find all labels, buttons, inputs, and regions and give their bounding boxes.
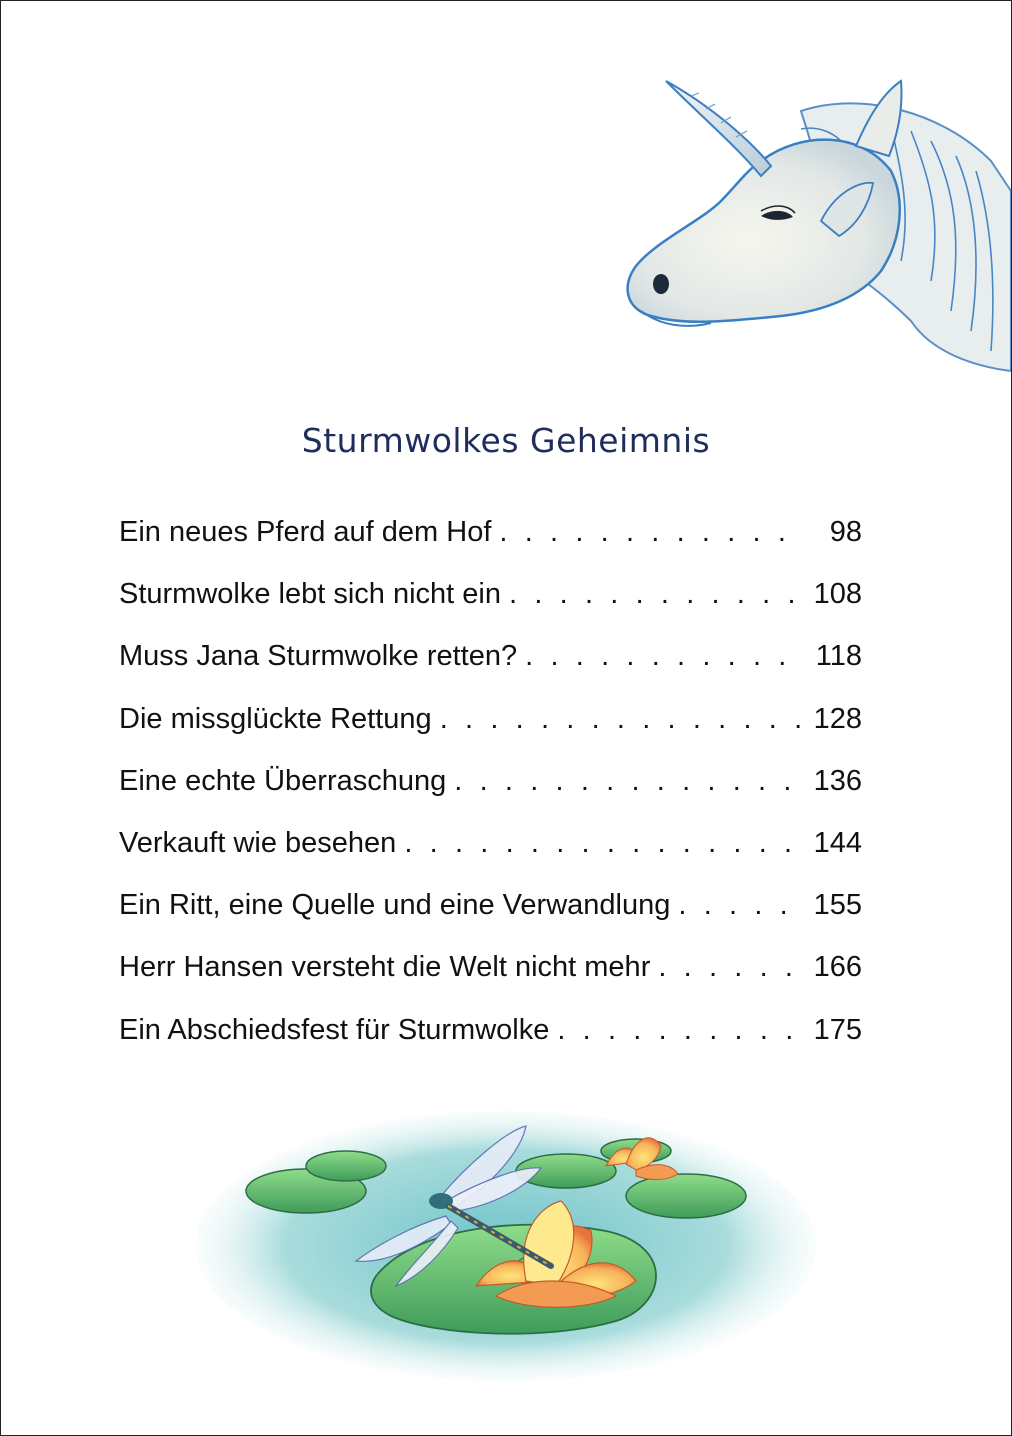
toc-entry-title: Muss Jana Sturmwolke retten? bbox=[119, 640, 518, 673]
table-of-contents bbox=[119, 516, 862, 1076]
toc-leader-dots bbox=[499, 516, 800, 549]
toc-page-number: 128 bbox=[813, 702, 862, 735]
toc-entry-title: Herr Hansen versteht die Welt nicht mehr bbox=[119, 951, 651, 984]
toc-entry-title: Ein Ritt, eine Quelle und eine Verwandlung bbox=[119, 889, 671, 922]
toc-leader-dots bbox=[404, 827, 800, 860]
toc-entry bbox=[119, 1014, 862, 1076]
toc-page-number: 155 bbox=[813, 889, 862, 922]
unicorn-illustration bbox=[611, 71, 1011, 381]
toc-page-number: 98 bbox=[829, 516, 862, 548]
toc-leader-dots bbox=[678, 889, 800, 922]
toc-page-number: 175 bbox=[813, 1013, 862, 1046]
toc-entry bbox=[119, 578, 862, 640]
toc-leader-dots bbox=[440, 703, 800, 736]
toc-entry-title: Die missglückte Rettung bbox=[119, 702, 432, 735]
toc-entry bbox=[119, 889, 862, 951]
toc-entry bbox=[119, 951, 862, 1013]
toc-leader-dots bbox=[658, 951, 800, 984]
toc-entry-title: Ein Abschiedsfest für Sturmwolke bbox=[119, 1013, 550, 1046]
toc-leader-dots bbox=[525, 640, 800, 673]
toc-entry-title: Ein neues Pferd auf dem Hof bbox=[119, 516, 492, 548]
toc-entry bbox=[119, 640, 862, 702]
toc-entry bbox=[119, 827, 862, 889]
toc-page-number: 136 bbox=[813, 764, 862, 797]
toc-page-number: 118 bbox=[815, 640, 862, 673]
toc-page-number: 166 bbox=[813, 951, 862, 984]
pond-lily-dragonfly-illustration bbox=[196, 1106, 816, 1381]
toc-page-number: 108 bbox=[813, 578, 862, 611]
toc-entry bbox=[119, 703, 862, 765]
toc-leader-dots bbox=[454, 765, 800, 798]
section-title: Sturmwolkes Geheimnis bbox=[301, 421, 711, 460]
toc-leader-dots bbox=[557, 1014, 800, 1047]
toc-entry bbox=[119, 765, 862, 827]
toc-entry-title: Sturmwolke lebt sich nicht ein bbox=[119, 578, 501, 611]
toc-page-number: 144 bbox=[813, 826, 862, 859]
toc-entry-title: Verkauft wie besehen bbox=[119, 826, 397, 859]
toc-leader-dots bbox=[509, 578, 800, 611]
toc-entry bbox=[119, 516, 862, 578]
toc-entry-title: Eine echte Überraschung bbox=[119, 764, 447, 797]
